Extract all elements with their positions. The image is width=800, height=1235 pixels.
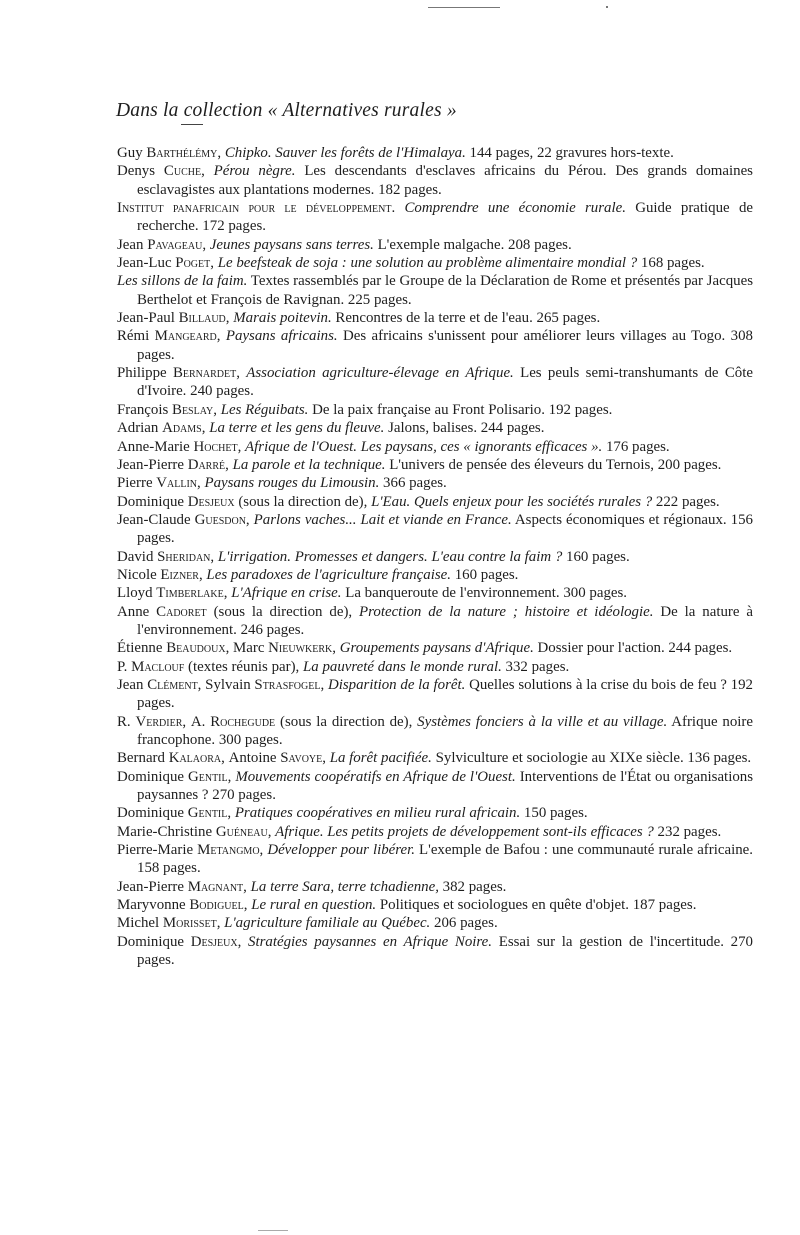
author-surname: Billaud bbox=[178, 310, 226, 327]
book-details: 222 pages. bbox=[652, 493, 720, 510]
author-separator: , bbox=[225, 456, 233, 473]
author-separator: (sous la direction de), bbox=[234, 493, 372, 510]
bibliography-entry bbox=[117, 823, 753, 841]
book-title: Pérou nègre. bbox=[213, 163, 296, 180]
book-details: De la paix française au Front Polisario. 192 pages. bbox=[308, 401, 613, 418]
coauthor-name: Marc bbox=[233, 640, 269, 657]
bibliography-entry bbox=[117, 236, 753, 254]
author-name: Étienne bbox=[117, 640, 167, 657]
book-details: Les descendants d'esclaves africains du Pérou. Des grands domaines esclavagistes aux plantations modernes. 182 pages. bbox=[137, 163, 753, 198]
book-details: L'exemple malgache. 208 pages. bbox=[373, 236, 572, 253]
book-title: Systèmes fonciers à la ville et au village. bbox=[417, 713, 668, 730]
book-title: Groupements paysans d'Afrique. bbox=[339, 640, 534, 657]
book-title: Le rural en question. bbox=[251, 897, 377, 914]
author-separator: , bbox=[210, 255, 218, 272]
bibliography-entry bbox=[117, 144, 753, 162]
author-name: Dominique bbox=[117, 805, 188, 822]
author-name: Pierre-Marie bbox=[117, 842, 198, 859]
author-name: Nicole bbox=[117, 566, 161, 583]
book-details: 332 pages. bbox=[501, 658, 570, 675]
book-details: Textes rassemblés par le Groupe de la Déclaration de Rome et présentés par Jacques Berthelot et François de Ravignan. 225 pages. bbox=[137, 273, 753, 308]
book-details: Sylviculture et sociologie au XIXe siècle. 136 pages. bbox=[431, 750, 752, 767]
collection-heading: Dans la collection « Alternatives rurales » bbox=[116, 100, 457, 121]
coauthor-name: A. bbox=[190, 713, 211, 730]
book-details: 206 pages. bbox=[430, 915, 498, 932]
book-title: Les Réguibats. bbox=[220, 401, 309, 418]
author-name: Dominique bbox=[117, 493, 188, 510]
author-separator: , bbox=[210, 548, 218, 565]
book-details: Jalons, balises. 244 pages. bbox=[384, 420, 545, 437]
author-separator: , bbox=[202, 236, 210, 253]
author-name: Anne-Marie bbox=[117, 438, 194, 455]
book-details: Interventions de l'État ou organisations paysannes ? 270 pages. bbox=[137, 768, 754, 804]
author-separator: , bbox=[243, 897, 252, 914]
author-name: Jean bbox=[117, 676, 148, 693]
author-separator: (textes réunis par), bbox=[184, 658, 303, 675]
bibliography-entry bbox=[117, 584, 753, 602]
bibliography-entry bbox=[117, 804, 753, 822]
author-surname: Institut panafricain pour le développement bbox=[117, 200, 392, 217]
bibliography-entry bbox=[117, 676, 753, 713]
author-separator: . bbox=[391, 200, 405, 217]
author-separator: (sous la direction de), bbox=[275, 713, 418, 730]
bibliography-entry bbox=[117, 658, 753, 676]
bibliography-entry bbox=[117, 272, 753, 309]
bibliography-entry bbox=[117, 511, 753, 548]
author-separator: , bbox=[223, 585, 232, 602]
book-details: De la nature à l'environnement. 246 pages. bbox=[137, 603, 754, 638]
book-title: Paysans africains. bbox=[225, 328, 338, 345]
author-surname: Sheridan bbox=[157, 548, 211, 565]
bibliography-entry bbox=[117, 603, 753, 640]
author-surname: Desjeux bbox=[187, 493, 235, 510]
book-details: Afrique noire francophone. 300 pages. bbox=[137, 713, 753, 748]
bibliography-entry bbox=[117, 438, 753, 456]
author-surname: Adams bbox=[162, 420, 202, 437]
author-surname: Morisset bbox=[162, 915, 217, 932]
author-surname: Mangeard bbox=[154, 328, 217, 345]
book-details: Politiques et sociologues en quête d'objet. 187 pages. bbox=[376, 897, 697, 914]
author-separator: , bbox=[198, 566, 207, 583]
coauthor-surname: Nieuwkerk bbox=[268, 640, 333, 657]
author-separator: , bbox=[227, 805, 235, 822]
author-name: Pierre bbox=[117, 475, 157, 492]
author-name: David bbox=[117, 548, 158, 565]
author-name: Lloyd bbox=[117, 585, 157, 602]
coauthor-name: Antoine bbox=[228, 750, 281, 767]
bibliography-entry bbox=[117, 768, 753, 805]
book-details: 150 pages. bbox=[520, 805, 588, 822]
scan-artifact-top-dot bbox=[606, 6, 608, 8]
coauthor-name: Sylvain bbox=[205, 676, 255, 693]
book-title: La terre Sara, terre tchadienne, bbox=[250, 878, 439, 895]
author-name: Bernard bbox=[117, 750, 169, 767]
bibliography-entry bbox=[117, 162, 753, 199]
author-surname: Vallin bbox=[156, 475, 198, 492]
bibliography-entry bbox=[117, 309, 753, 327]
author-separator: , bbox=[225, 310, 234, 327]
author-separator: , bbox=[201, 420, 210, 437]
author-surname: Hochet bbox=[193, 438, 238, 455]
author-separator: , bbox=[216, 915, 225, 932]
author-name: Jean-Pierre bbox=[117, 878, 188, 895]
bibliography-entry bbox=[117, 841, 753, 878]
book-details: L'exemple de Bafou : une communauté rurale africaine. 158 pages. bbox=[137, 842, 753, 877]
book-title: La forêt pacifiée. bbox=[329, 750, 432, 767]
bibliography-entry bbox=[117, 327, 753, 364]
book-details: Dossier pour l'action. 244 pages. bbox=[533, 640, 733, 657]
bibliography-entry bbox=[117, 548, 753, 566]
author-name: R. bbox=[117, 713, 136, 730]
book-details: 144 pages, 22 gravures hors-texte. bbox=[465, 145, 674, 161]
book-title: L'agriculture familiale au Québec. bbox=[224, 915, 431, 932]
bibliography-entry bbox=[117, 933, 753, 970]
author-name: P. bbox=[117, 658, 132, 675]
author-surname: Beslay bbox=[172, 401, 214, 418]
heading-underline bbox=[181, 124, 203, 125]
author-separator: , bbox=[267, 823, 276, 840]
bibliography-list bbox=[117, 144, 753, 969]
bibliography-entry bbox=[117, 896, 753, 914]
author-separator: , bbox=[237, 438, 246, 455]
coauthor-surname: Strasfogel bbox=[254, 676, 321, 693]
book-title: L'Eau. Quels enjeux pour les sociétés rurales ? bbox=[371, 493, 653, 510]
book-title: Afrique. Les petits projets de développement sont-ils efficaces ? bbox=[275, 823, 654, 840]
author-surname: Verdier, bbox=[135, 713, 191, 730]
author-name: Adrian bbox=[117, 420, 163, 437]
author-name: Anne bbox=[117, 603, 157, 620]
bibliography-entry bbox=[117, 566, 753, 584]
author-name: Dominique bbox=[117, 768, 188, 785]
author-name: Michel bbox=[117, 915, 163, 932]
book-details: 160 pages. bbox=[562, 548, 630, 565]
book-title: Afrique de l'Ouest. Les paysans, ces « ignorants efficaces ». bbox=[245, 438, 603, 455]
author-name: Jean-Pierre bbox=[117, 456, 188, 473]
scan-artifact-top-line bbox=[428, 7, 500, 8]
bibliography-entry bbox=[117, 749, 753, 767]
author-surname: Bernardet bbox=[172, 365, 237, 382]
book-title: Pratiques coopératives en milieu rural africain. bbox=[234, 805, 521, 822]
author-name: Maryvonne bbox=[117, 897, 190, 914]
author-surname: Gentil bbox=[187, 768, 228, 785]
book-title: L'irrigation. Promesses et dangers. L'eau contre la faim ? bbox=[217, 548, 563, 565]
book-title: La parole et la technique. bbox=[232, 456, 386, 473]
author-name: Philippe bbox=[117, 365, 173, 382]
book-title: Le beefsteak de soja : une solution au problème alimentaire mondial ? bbox=[217, 255, 638, 272]
book-title: Comprendre une économie rurale. bbox=[404, 200, 626, 217]
author-surname: Darré bbox=[187, 456, 226, 473]
author-separator: , bbox=[245, 511, 254, 528]
author-separator: , bbox=[243, 878, 251, 895]
author-name: Jean-Paul bbox=[117, 310, 179, 327]
bibliography-entry bbox=[117, 639, 753, 657]
author-separator: , bbox=[197, 475, 205, 492]
author-separator: , bbox=[322, 750, 330, 767]
author-separator: , bbox=[201, 163, 214, 180]
book-details: L'univers de pensée des éleveurs du Ternois, 200 pages. bbox=[385, 456, 722, 473]
book-details: 366 pages. bbox=[379, 475, 447, 492]
book-details: 382 pages. bbox=[438, 878, 507, 895]
book-title: Parlons vaches... Lait et viande en France. bbox=[253, 511, 512, 528]
bibliography-entry bbox=[117, 878, 753, 896]
book-title: Les sillons de la faim. bbox=[117, 273, 248, 290]
author-surname: Cadoret bbox=[156, 603, 207, 620]
book-title: Chipko. Sauver les forêts de l'Himalaya. bbox=[224, 145, 466, 161]
author-surname: Beaudoux, bbox=[166, 640, 234, 657]
bibliography-entry bbox=[117, 199, 753, 236]
author-name: Marie-Christine bbox=[117, 823, 216, 840]
author-name: François bbox=[117, 401, 173, 418]
bibliography-entry bbox=[117, 401, 753, 419]
bibliography-entry bbox=[117, 474, 753, 492]
author-surname: Pavageau bbox=[147, 236, 203, 253]
author-name: Guy bbox=[117, 145, 147, 161]
book-details: 176 pages. bbox=[602, 438, 670, 455]
book-title: Stratégies paysannes en Afrique Noire. bbox=[248, 933, 493, 950]
author-separator: , bbox=[332, 640, 340, 657]
book-details: Aspects économiques et régionaux. 156 pages. bbox=[137, 511, 753, 547]
author-separator: , bbox=[259, 842, 268, 859]
book-title: L'Afrique en crise. bbox=[231, 585, 342, 602]
book-title: Les paradoxes de l'agriculture française. bbox=[206, 566, 451, 583]
book-details: Guide pratique de recherche. 172 pages. bbox=[137, 200, 753, 235]
book-details: 168 pages. bbox=[637, 255, 705, 272]
book-details: La banqueroute de l'environnement. 300 pages. bbox=[341, 585, 628, 602]
author-name: Jean bbox=[117, 236, 148, 253]
author-surname: Clément, bbox=[147, 676, 206, 693]
author-name: Dominique bbox=[117, 933, 191, 950]
book-title: La terre et les gens du fleuve. bbox=[209, 420, 385, 437]
bibliography-entry bbox=[117, 713, 753, 750]
book-details: Rencontres de la terre et de l'eau. 265 pages. bbox=[331, 310, 601, 327]
bibliography-entry bbox=[117, 456, 753, 474]
author-surname: Timberlake bbox=[156, 585, 224, 602]
author-separator: , bbox=[216, 328, 226, 345]
author-surname: Metangmo bbox=[197, 842, 260, 859]
book-title: Disparition de la forêt. bbox=[327, 676, 466, 693]
author-surname: Barthélémy bbox=[146, 145, 218, 161]
bibliography-entry bbox=[117, 914, 753, 932]
bibliography-entry bbox=[117, 419, 753, 437]
author-surname: Eizner bbox=[160, 566, 199, 583]
author-surname: Bodiguel bbox=[189, 897, 244, 914]
author-separator: , bbox=[213, 401, 221, 418]
bibliography-entry bbox=[117, 254, 753, 272]
book-details: Quelles solutions à la crise du bois de feu ? 192 pages. bbox=[137, 676, 753, 712]
book-title: La pauvreté dans le monde rural. bbox=[303, 658, 502, 675]
author-separator: , bbox=[217, 145, 225, 161]
author-name: Rémi bbox=[117, 328, 155, 345]
coauthor-surname: Rochegude bbox=[210, 713, 276, 730]
author-name: Denys bbox=[117, 163, 164, 180]
book-title: Développer pour libérer. bbox=[267, 842, 416, 859]
author-separator: , bbox=[237, 933, 249, 950]
book-title: Jeunes paysans sans terres. bbox=[209, 236, 374, 253]
author-surname: Guesdon bbox=[194, 511, 246, 528]
coauthor-surname: Savoye bbox=[280, 750, 323, 767]
author-surname: Guéneau bbox=[215, 823, 268, 840]
author-separator: , bbox=[320, 676, 328, 693]
author-name: Jean-Claude bbox=[117, 511, 195, 528]
author-separator: (sous la direction de), bbox=[206, 603, 360, 620]
author-surname: Magnant bbox=[187, 878, 244, 895]
book-title: Protection de la nature ; histoire et idéologie. bbox=[359, 603, 654, 620]
author-separator: , bbox=[236, 365, 247, 382]
author-separator: , bbox=[227, 768, 236, 785]
book-details: 232 pages. bbox=[653, 823, 722, 840]
book-details: 160 pages. bbox=[451, 566, 519, 583]
book-title: Association agriculture-élevage en Afrique. bbox=[246, 365, 514, 382]
author-surname: Poget bbox=[175, 255, 211, 272]
book-title: Paysans rouges du Limousin. bbox=[204, 475, 380, 492]
book-title: Mouvements coopératifs en Afrique de l'Ouest. bbox=[235, 768, 516, 785]
author-surname: Gentil bbox=[187, 805, 228, 822]
scan-artifact-bottom-line bbox=[258, 1230, 288, 1231]
author-surname: Kalaora, bbox=[168, 750, 229, 767]
author-name: Jean-Luc bbox=[117, 255, 176, 272]
book-details: Essai sur la gestion de l'incertitude. 270 pages. bbox=[137, 933, 753, 969]
book-details: Des africains s'unissent pour améliorer leurs villages au Togo. 308 pages. bbox=[137, 328, 753, 363]
author-surname: Maclouf bbox=[131, 658, 185, 675]
author-surname: Desjeux bbox=[190, 933, 238, 950]
bibliography-entry bbox=[117, 493, 753, 511]
author-surname: Cuche bbox=[163, 163, 202, 180]
bibliography-entry bbox=[117, 364, 753, 401]
book-title: Marais poitevin. bbox=[233, 310, 332, 327]
book-details: Les peuls semi-transhumants de Côte d'Ivoire. 240 pages. bbox=[137, 365, 753, 400]
